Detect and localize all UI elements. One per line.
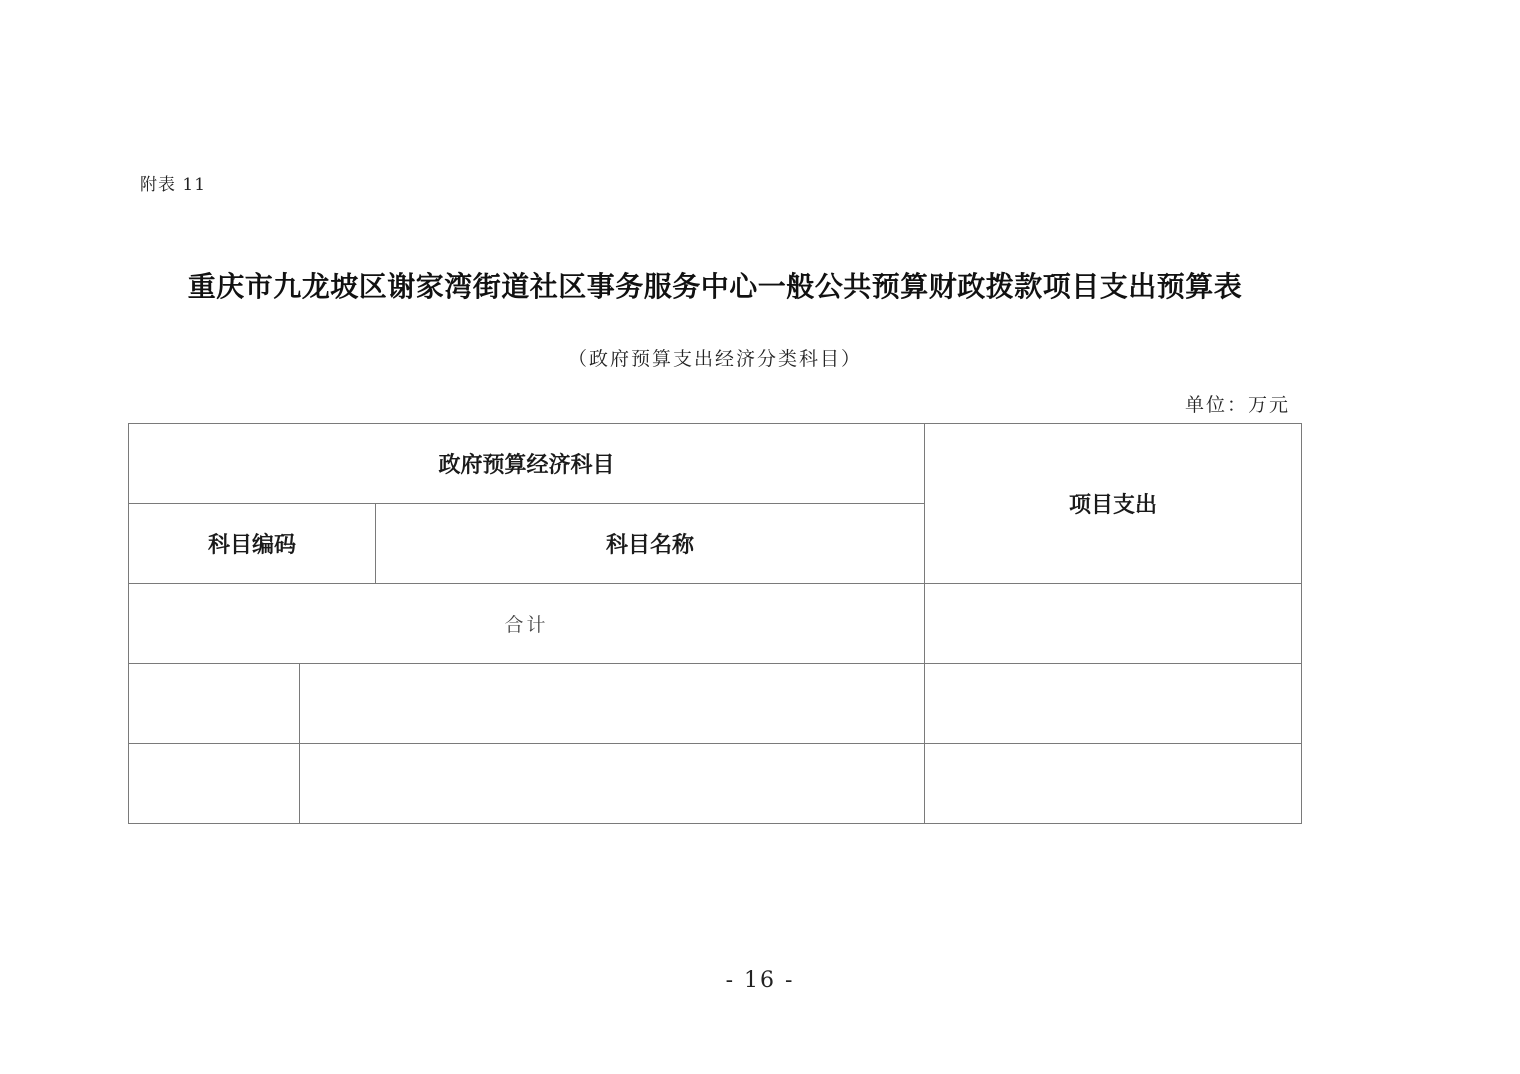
attachment-label: 附表 11 bbox=[140, 175, 207, 195]
row-subject-code bbox=[129, 664, 300, 744]
header-economic-subject: 政府预算经济科目 bbox=[129, 424, 925, 504]
table-header-row bbox=[129, 424, 1302, 504]
total-row bbox=[129, 584, 1302, 664]
document-subtitle: （政府预算支出经济分类科目） bbox=[567, 348, 862, 370]
header-subject-code: 科目编码 bbox=[129, 504, 376, 584]
row-subject-code bbox=[129, 744, 300, 824]
document-title: 重庆市九龙坡区谢家湾街道社区事务服务中心一般公共预算财政拨款项目支出预算表 bbox=[187, 270, 1243, 303]
row-project-expense bbox=[925, 664, 1302, 744]
table-row bbox=[129, 664, 1302, 744]
unit-label: 单位：万元 bbox=[1184, 394, 1290, 416]
row-project-expense bbox=[925, 744, 1302, 824]
table-row bbox=[129, 744, 1302, 824]
total-value bbox=[925, 584, 1302, 664]
budget-table bbox=[128, 423, 1302, 824]
header-subject-name: 科目名称 bbox=[376, 504, 925, 584]
row-subject-name bbox=[300, 744, 925, 824]
total-label: 合计 bbox=[129, 584, 925, 664]
page-number: - 16 - bbox=[725, 968, 795, 993]
header-project-expense: 项目支出 bbox=[925, 424, 1302, 584]
row-subject-name bbox=[300, 664, 925, 744]
